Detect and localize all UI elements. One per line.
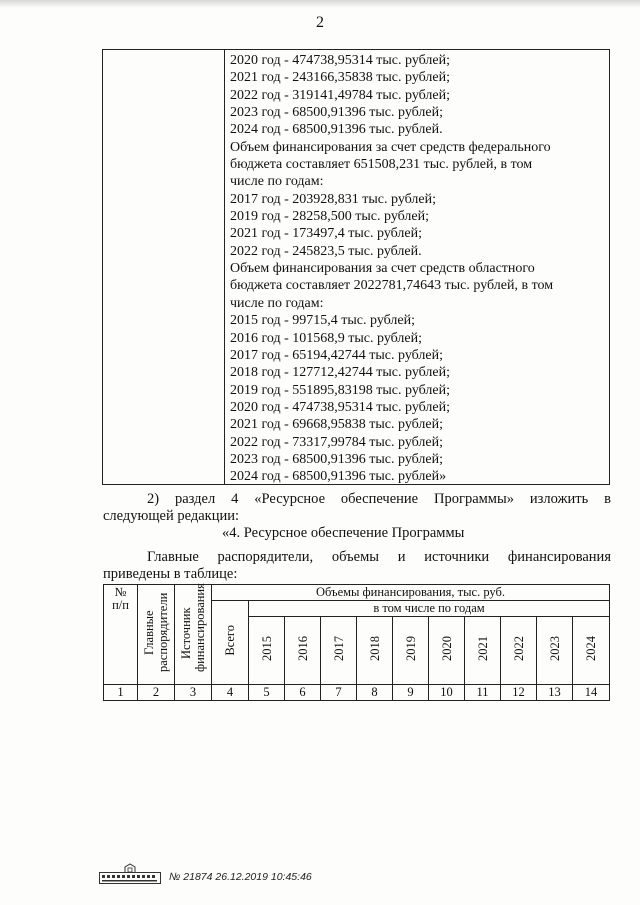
header-managers-label: Главные распорядители bbox=[142, 592, 170, 672]
funding-table-left-cell bbox=[103, 50, 225, 484]
page-number: 2 bbox=[316, 14, 324, 31]
funding-line: Объем финансирования за счет средств областного bbox=[230, 261, 535, 277]
paragraph-2-line-1: Главные распорядители, объемы и источники финансирования bbox=[147, 549, 611, 565]
year-header-2017 bbox=[321, 617, 357, 685]
funding-line: 2019 год - 551895,83198 тыс. рублей; bbox=[230, 382, 451, 398]
registry-stamp-icon bbox=[99, 863, 161, 885]
year-header-2022 bbox=[501, 617, 537, 685]
funding-table bbox=[102, 49, 610, 485]
funding-line: бюджета составляет 2022781,74643 тыс. рублей, в том bbox=[230, 278, 554, 294]
funding-line: бюджета составляет 651508,231 тыс. рублей, в том bbox=[230, 157, 533, 173]
funding-line: 2022 год - 319141,49784 тыс. рублей; bbox=[230, 87, 451, 103]
paragraph-1-line-1: 2) раздел 4 «Ресурсное обеспечение Программы» изложить в bbox=[147, 491, 611, 507]
header-number-label: № п/п bbox=[112, 585, 129, 612]
column-number: 12 bbox=[501, 685, 537, 701]
column-number: 3 bbox=[175, 685, 212, 701]
funding-line: 2023 год - 68500,91396 тыс. рублей; bbox=[230, 105, 444, 121]
funding-line: 2018 год - 127712,42744 тыс. рублей; bbox=[230, 365, 451, 381]
funding-line: 2021 год - 173497,4 тыс. рублей; bbox=[230, 226, 423, 242]
column-number: 1 bbox=[104, 685, 138, 701]
funding-line: 2023 год - 68500,91396 тыс. рублей; bbox=[230, 451, 444, 467]
financing-table bbox=[103, 584, 610, 701]
column-number: 4 bbox=[212, 685, 249, 701]
year-header-2016 bbox=[285, 617, 321, 685]
year-label: 2023 bbox=[547, 636, 562, 661]
funding-line: 2024 год - 68500,91396 тыс. рублей. bbox=[230, 122, 443, 138]
funding-line: Объем финансирования за счет средств федерального bbox=[230, 139, 551, 155]
header-total bbox=[212, 601, 249, 685]
year-label: 2020 bbox=[439, 636, 454, 661]
funding-line: 2017 год - 203928,831 тыс. рублей; bbox=[230, 191, 437, 207]
column-number: 7 bbox=[321, 685, 357, 701]
funding-line: 2024 год - 68500,91396 тыс. рублей» bbox=[230, 469, 447, 485]
funding-line: 2022 год - 73317,99784 тыс. рублей; bbox=[230, 434, 444, 450]
header-total-label: Всего bbox=[223, 625, 237, 656]
section-heading: «4. Ресурсное обеспечение Программы bbox=[222, 525, 465, 541]
column-number: 6 bbox=[285, 685, 321, 701]
column-number: 5 bbox=[249, 685, 285, 701]
year-label: 2024 bbox=[584, 636, 599, 661]
header-number bbox=[104, 585, 138, 685]
year-header-2020 bbox=[429, 617, 465, 685]
year-label: 2022 bbox=[511, 636, 526, 661]
column-number: 11 bbox=[465, 685, 501, 701]
funding-line: 2019 год - 28258,500 тыс. рублей; bbox=[230, 209, 430, 225]
scan-edge bbox=[0, 0, 640, 8]
paragraph-1-line-2: следующей редакции: bbox=[103, 508, 240, 524]
registration-number: № 21874 26.12.2019 10:45:46 bbox=[169, 871, 312, 883]
funding-line: 2021 год - 69668,95838 тыс. рублей; bbox=[230, 417, 444, 433]
header-volumes: Объемы финансирования, тыс. руб. bbox=[212, 585, 610, 601]
year-header-2015 bbox=[249, 617, 285, 685]
paragraph-2-line-2: приведены в таблице: bbox=[103, 566, 238, 582]
funding-line: числе по годам: bbox=[230, 174, 324, 190]
year-header-2024 bbox=[573, 617, 610, 685]
funding-line: 2021 год - 243166,35838 тыс. рублей; bbox=[230, 70, 451, 86]
year-label: 2021 bbox=[475, 636, 490, 661]
column-number: 14 bbox=[573, 685, 610, 701]
column-number: 10 bbox=[429, 685, 465, 701]
funding-line: 2017 год - 65194,42744 тыс. рублей; bbox=[230, 347, 444, 363]
funding-line: 2016 год - 101568,9 тыс. рублей; bbox=[230, 330, 423, 346]
year-header-2023 bbox=[537, 617, 573, 685]
column-number: 8 bbox=[357, 685, 393, 701]
column-number: 2 bbox=[138, 685, 175, 701]
column-number: 9 bbox=[393, 685, 429, 701]
funding-table-right-cell bbox=[230, 52, 605, 486]
header-managers bbox=[138, 585, 175, 685]
funding-line: 2020 год - 474738,95314 тыс. рублей; bbox=[230, 399, 451, 415]
funding-line: числе по годам: bbox=[230, 295, 324, 311]
document-footer bbox=[99, 861, 312, 885]
year-header-2021 bbox=[465, 617, 501, 685]
header-source bbox=[175, 582, 212, 685]
funding-line: 2022 год - 245823,5 тыс. рублей. bbox=[230, 243, 422, 259]
year-label: 2018 bbox=[367, 636, 382, 661]
numbering-row bbox=[104, 685, 610, 701]
year-header-2018 bbox=[357, 617, 393, 685]
funding-line: 2015 год - 99715,4 тыс. рублей; bbox=[230, 313, 416, 329]
header-by-years: в том числе по годам bbox=[249, 601, 610, 617]
year-header-2019 bbox=[393, 617, 429, 685]
column-number: 13 bbox=[537, 685, 573, 701]
year-label: 2017 bbox=[331, 636, 346, 661]
year-label: 2019 bbox=[403, 636, 418, 661]
year-label: 2015 bbox=[259, 636, 274, 661]
year-label: 2016 bbox=[295, 636, 310, 661]
funding-line: 2020 год - 474738,95314 тыс. рублей; bbox=[230, 53, 451, 68]
header-source-label: Источник финансирования bbox=[179, 582, 207, 672]
